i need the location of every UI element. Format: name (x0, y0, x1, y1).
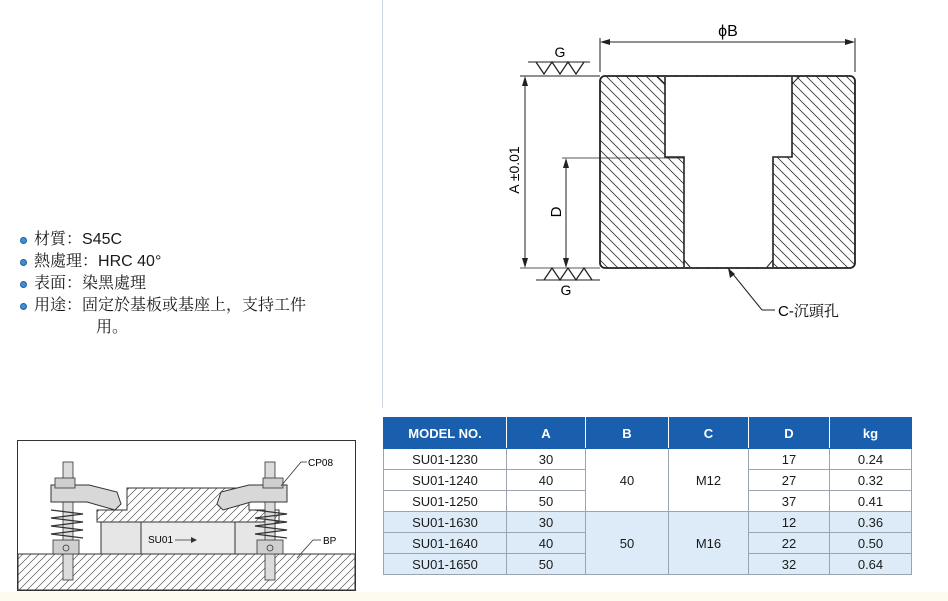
header-b: B (586, 418, 669, 449)
cp08-label: CP08 (308, 458, 334, 469)
bottom-strip (0, 592, 948, 601)
table-row: SU01-1640 40 22 0.50 (384, 533, 912, 554)
bp-label: BP (323, 536, 337, 547)
technical-drawing (500, 10, 880, 330)
spec-value: 固定於基板或基座上，支持工件 (82, 297, 307, 314)
spec-usage: 用途：固定於基板或基座上，支持工件 用。 (20, 295, 370, 339)
bullet-icon (20, 237, 27, 244)
spec-label: 材質 (34, 231, 67, 248)
dim-b-label: ϕB (718, 23, 738, 40)
group-b-value: 40 (586, 449, 669, 512)
spec-material: 材質：S45C (20, 229, 370, 251)
header-d: D (749, 418, 830, 449)
table-row: SU01-1630 30 50 M16 12 0.36 (384, 512, 912, 533)
spec-value-continued: 用。 (96, 319, 129, 336)
dim-d-label: D (548, 206, 565, 218)
spec-surface: 表面：染黑處理 (20, 273, 370, 295)
grind-top-label: G (554, 44, 566, 60)
bullet-icon (20, 303, 27, 310)
assembly-illustration (17, 440, 362, 592)
grind-top-icon (536, 62, 584, 74)
spec-label: 熱處理 (34, 253, 83, 270)
bullet-icon (20, 281, 27, 288)
spec-list (20, 229, 370, 339)
su01-label: SU01 (148, 535, 174, 546)
bullet-icon (20, 259, 27, 266)
grind-bottom-icon (544, 268, 592, 280)
spec-value: S45C (82, 231, 123, 248)
table-row: SU01-1250 50 37 0.41 (384, 491, 912, 512)
spec-value: 染黑處理 (82, 275, 147, 292)
dim-a-label: A ±0.01 (506, 146, 522, 194)
group-b-value: 50 (586, 512, 669, 575)
header-c: C (669, 418, 749, 449)
header-model: MODEL NO. (384, 418, 507, 449)
spec-label: 表面 (34, 275, 67, 292)
table-row: SU01-1240 40 27 0.32 (384, 470, 912, 491)
column-divider (382, 0, 383, 408)
table-row: SU01-1230 30 40 M12 17 0.24 (384, 449, 912, 470)
group-c-value: M16 (669, 512, 749, 575)
table-header-row (384, 418, 912, 449)
table-row: SU01-1650 50 32 0.64 (384, 554, 912, 575)
group-c-value: M12 (669, 449, 749, 512)
spec-label: 用途 (34, 297, 67, 314)
spec-table (383, 417, 912, 575)
header-kg: kg (830, 418, 912, 449)
header-a: A (507, 418, 586, 449)
spec-heat-treatment: 熱處理：HRC 40° (20, 251, 370, 273)
counterbore-callout: C-沉頭孔 (778, 303, 839, 320)
spec-value: HRC 40° (98, 253, 162, 270)
grind-bottom-label: G (560, 282, 572, 298)
